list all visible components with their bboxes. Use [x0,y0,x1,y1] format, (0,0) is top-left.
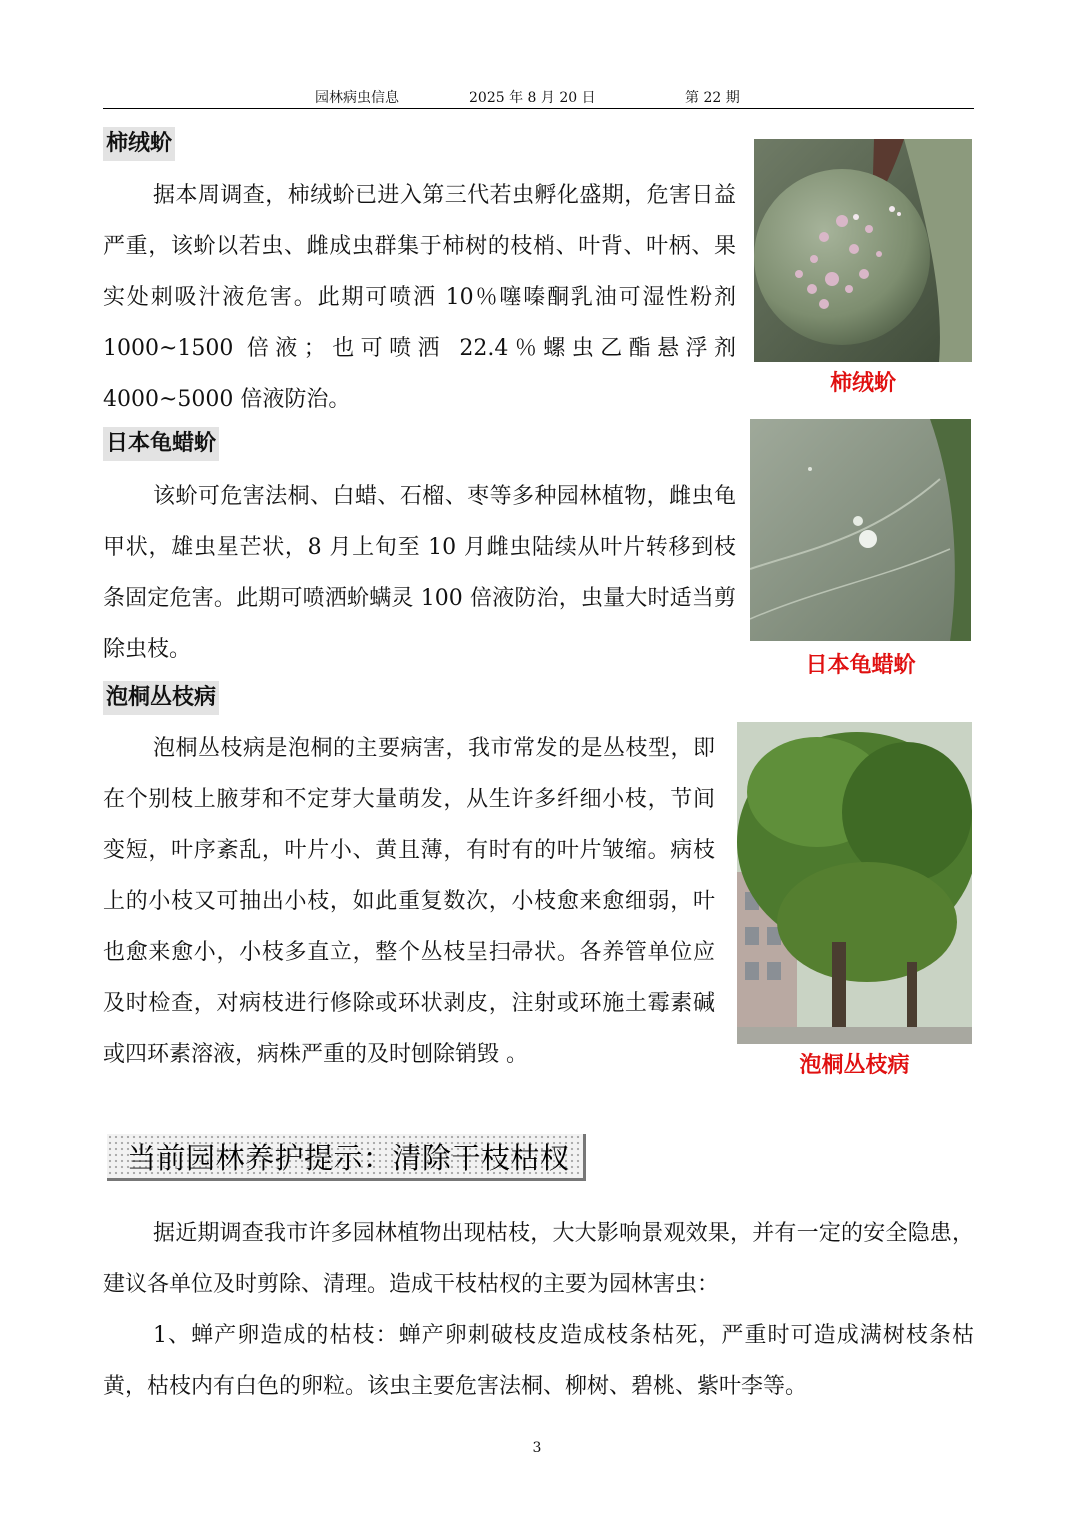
tips-intro: 据近期调查我市许多园林植物出现枯枝，大大影响景观效果，并有一定的安全隐患，建议各单位及时剪除、清理。造成干枝枯杈的主要为园林害虫： [103,1221,974,1297]
caption-wax-scale: 日本龟蜡蚧 [805,653,916,678]
section-text-persimmon-scale: 据本周调查，柿绒蚧已进入第三代若虫孵化盛期，危害日益严重，该蚧以若虫、雌成虫群集于柿树的枝梢、叶背、叶柄、果实处刺吸汁液危害。此期可喷洒 10％噻嗪酮乳油可湿性粉剂 1000~1500 倍液；也可喷洒 22.4％螺虫乙酯悬浮剂 4000~5000 倍液防治。 [103,183,736,412]
caption-persimmon-scale: 柿绒蚧 [829,371,896,396]
maintenance-tip-banner [107,1134,586,1181]
persimmon-scale-photo [754,139,972,362]
section-title-paulownia-witches-broom: 泡桐丛枝病 [103,681,219,715]
page-number: 3 [532,1440,542,1456]
section-text-wax-scale: 该蚧可危害法桐、白蜡、石榴、枣等多种园林植物，雌虫龟甲状，雄虫星芒状，8 月上旬至 10 月雌虫陆续从叶片转移到枝条固定危害。此期可喷洒蚧螨灵 100 倍液防治，虫量大时适当剪除虫枝。 [103,484,736,662]
page-header [103,88,974,109]
section-title-persimmon-scale: 柿绒蚧 [103,127,175,161]
banner-title: 当前园林养护提示：清除干枝枯杈 [127,1141,570,1175]
section-title-wax-scale: 日本龟蜡蚧 [103,427,219,461]
caption-paulownia: 泡桐丛枝病 [799,1053,910,1078]
tips-item-1: 1、蝉产卵造成的枯枝：蝉产卵刺破枝皮造成枝条枯死，严重时可造成满树枝条枯黄，枯枝内有白色的卵粒。该虫主要危害法桐、柳树、碧桃、紫叶李等。 [103,1323,974,1399]
paulownia-tree-photo [737,722,972,1044]
wax-scale-photo [750,419,971,641]
header-issue: 第 22 期 [685,90,740,106]
header-title: 园林病虫信息 [315,90,399,106]
header-date: 2025 年 8 月 20 日 [469,90,596,106]
section-text-paulownia-witches-broom: 泡桐丛枝病是泡桐的主要病害，我市常发的是丛枝型，即在个别枝上腋芽和不定芽大量萌发，从生许多纤细小枝，节间变短，叶序紊乱，叶片小、黄且薄，有时有的叶片皱缩。病枝上的小枝又可抽出小枝，如此重复数次，小枝愈来愈细弱，叶也愈来愈小，小枝多直立，整个丛枝呈扫帚状。各养管单位应及时检查，对病枝进行修除或环状剥皮，注射或环施土霉素碱或四环素溶液，病株严重的及时刨除销毁 。 [103,736,715,1067]
